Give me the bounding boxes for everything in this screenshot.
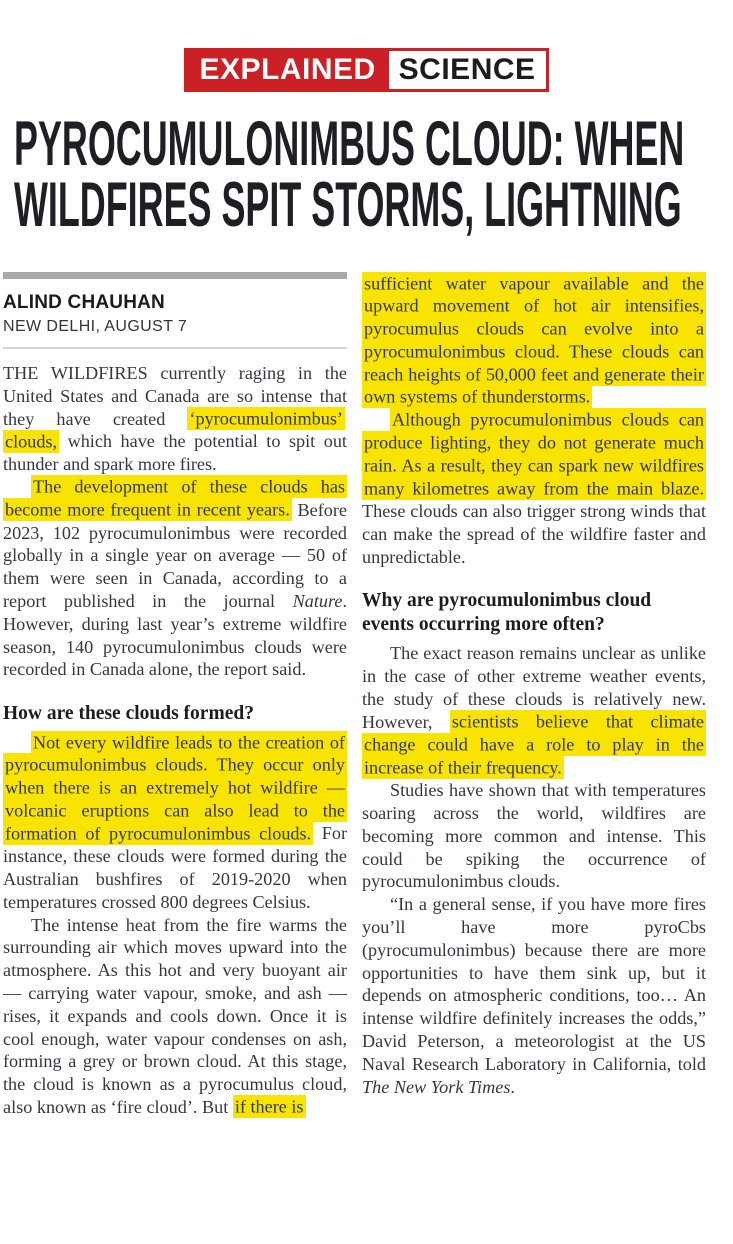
byline-block	[3, 272, 347, 349]
kicker-science-label: SCIENCE	[389, 51, 546, 89]
byline-divider	[3, 347, 347, 349]
highlighted-text: ‘pyrocumulonimbus’ clouds,	[5, 408, 343, 452]
left-column-text	[3, 362, 347, 1119]
article-paragraph	[3, 914, 347, 1119]
body-text: Nature	[292, 590, 343, 611]
byline-top-bar	[3, 272, 347, 279]
highlighted-text: Not every wildfire leads to the creation of pyrocumulonimbus clouds. They occur only when there is an extremely hot wildfire — volcanic eruptions can also lead to the formation of pyrocumulonimbus clouds.	[5, 732, 345, 844]
article-paragraph	[362, 409, 706, 569]
body-text: . However, during last year’s extreme wildfire season, 140 pyrocumulonimbus clouds were recorded in Canada alone, the report said.	[3, 590, 347, 680]
body-text: The intense heat from the fire warms the surrounding air which moves upward into the atmosphere. As this hot and very buoyant air — carrying water vapour, smoke, and ash — rises, it expands and cools down. Once it is cool enough, water vapour condenses on ash, forming a grey or brown cloud. At this stage, the cloud is known as a pyrocumulus cloud, also known as ‘fire cloud’. But	[3, 914, 347, 1117]
highlighted-text: The development of these clouds has become more frequent in recent years.	[5, 476, 345, 520]
body-text: The New York Times	[362, 1076, 511, 1097]
section-kicker-badge	[184, 48, 548, 92]
article-paragraph	[362, 779, 706, 893]
dateline: NEW DELHI, AUGUST 7	[3, 318, 188, 335]
body-text: These clouds can also trigger strong winds that can make the spread of the wildfire faster and unpredictable.	[362, 500, 706, 567]
article-body	[3, 272, 706, 1119]
highlighted-text: if there is	[234, 1096, 304, 1117]
article-paragraph	[362, 893, 706, 1098]
section-subheading: Why are pyrocumulonimbus cloud events occurring more often?	[362, 590, 652, 636]
article-paragraph	[362, 642, 706, 779]
body-text: Before 2023, 102 pyrocumulonimbus were recorded globally in a single year on average — 50 of them were seen in Canada, according to a report published in the journal	[3, 499, 347, 611]
article-paragraph	[3, 731, 347, 913]
article-paragraph	[362, 272, 706, 409]
author-name: ALIND CHAUHAN	[3, 292, 165, 313]
body-text: which have the potential to spit out thunder and spark more fires.	[3, 431, 347, 475]
kicker-explained-label: EXPLAINED	[187, 51, 388, 89]
right-column	[362, 272, 706, 1119]
body-text: “In a general sense, if you have more fires you’ll have more pyroCbs (pyrocumulonimbus) because there are more opportunities to have them sink up, but it depends on atmospheric conditions, too… An intense wildfire definitely increases the odds,” David Peterson, a meteorologist at the US Naval Research Laboratory in California, told	[362, 894, 706, 1074]
body-text: The exact reason remains unclear as unlike in the case of other extreme weather events, the study of these clouds is relatively new. However,	[362, 643, 706, 732]
body-text: THE WILDFIRES currently raging in the United States and Canada are so intense that they have created	[3, 363, 347, 429]
body-text: .	[510, 1076, 515, 1097]
highlighted-text: Although pyrocumulonimbus clouds can produce lighting, they do not generate much rain. As a result, they can spark new wildfires many kilometres away from the main blaze.	[364, 409, 704, 499]
right-column-text	[362, 272, 706, 1098]
left-column	[3, 272, 347, 1119]
section-subheading: How are these clouds formed?	[3, 703, 254, 725]
article-paragraph	[3, 362, 347, 476]
highlighted-text: sufficient water vapour available and the upward movement of hot air intensifies, pyrocumulus clouds can evolve into a pyrocumulonimbus cloud. These clouds can reach heights of 50,000 feet and generate their own systems of thunderstorms.	[364, 273, 704, 407]
headline-line-2: WILDFIRES SPIT STORMS, LIGHTNING	[14, 170, 682, 240]
body-text: For instance, these clouds were formed during the Australian bushfires of 2019-2020 when temperatures crossed 800 degrees Celsius.	[3, 823, 347, 912]
article-paragraph	[3, 476, 347, 681]
article-headline	[14, 109, 733, 240]
headline-line-1: PYROCUMULONIMBUS CLOUD: WHEN	[14, 109, 685, 179]
highlighted-text: scientists believe that climate change could have a role to play in the increase of their frequency.	[364, 711, 704, 778]
body-text: Studies have shown that with temperatures soaring across the world, wildfires are becoming more common and intense. This could be spiking the occurrence of pyrocumulonimbus clouds.	[362, 780, 706, 892]
